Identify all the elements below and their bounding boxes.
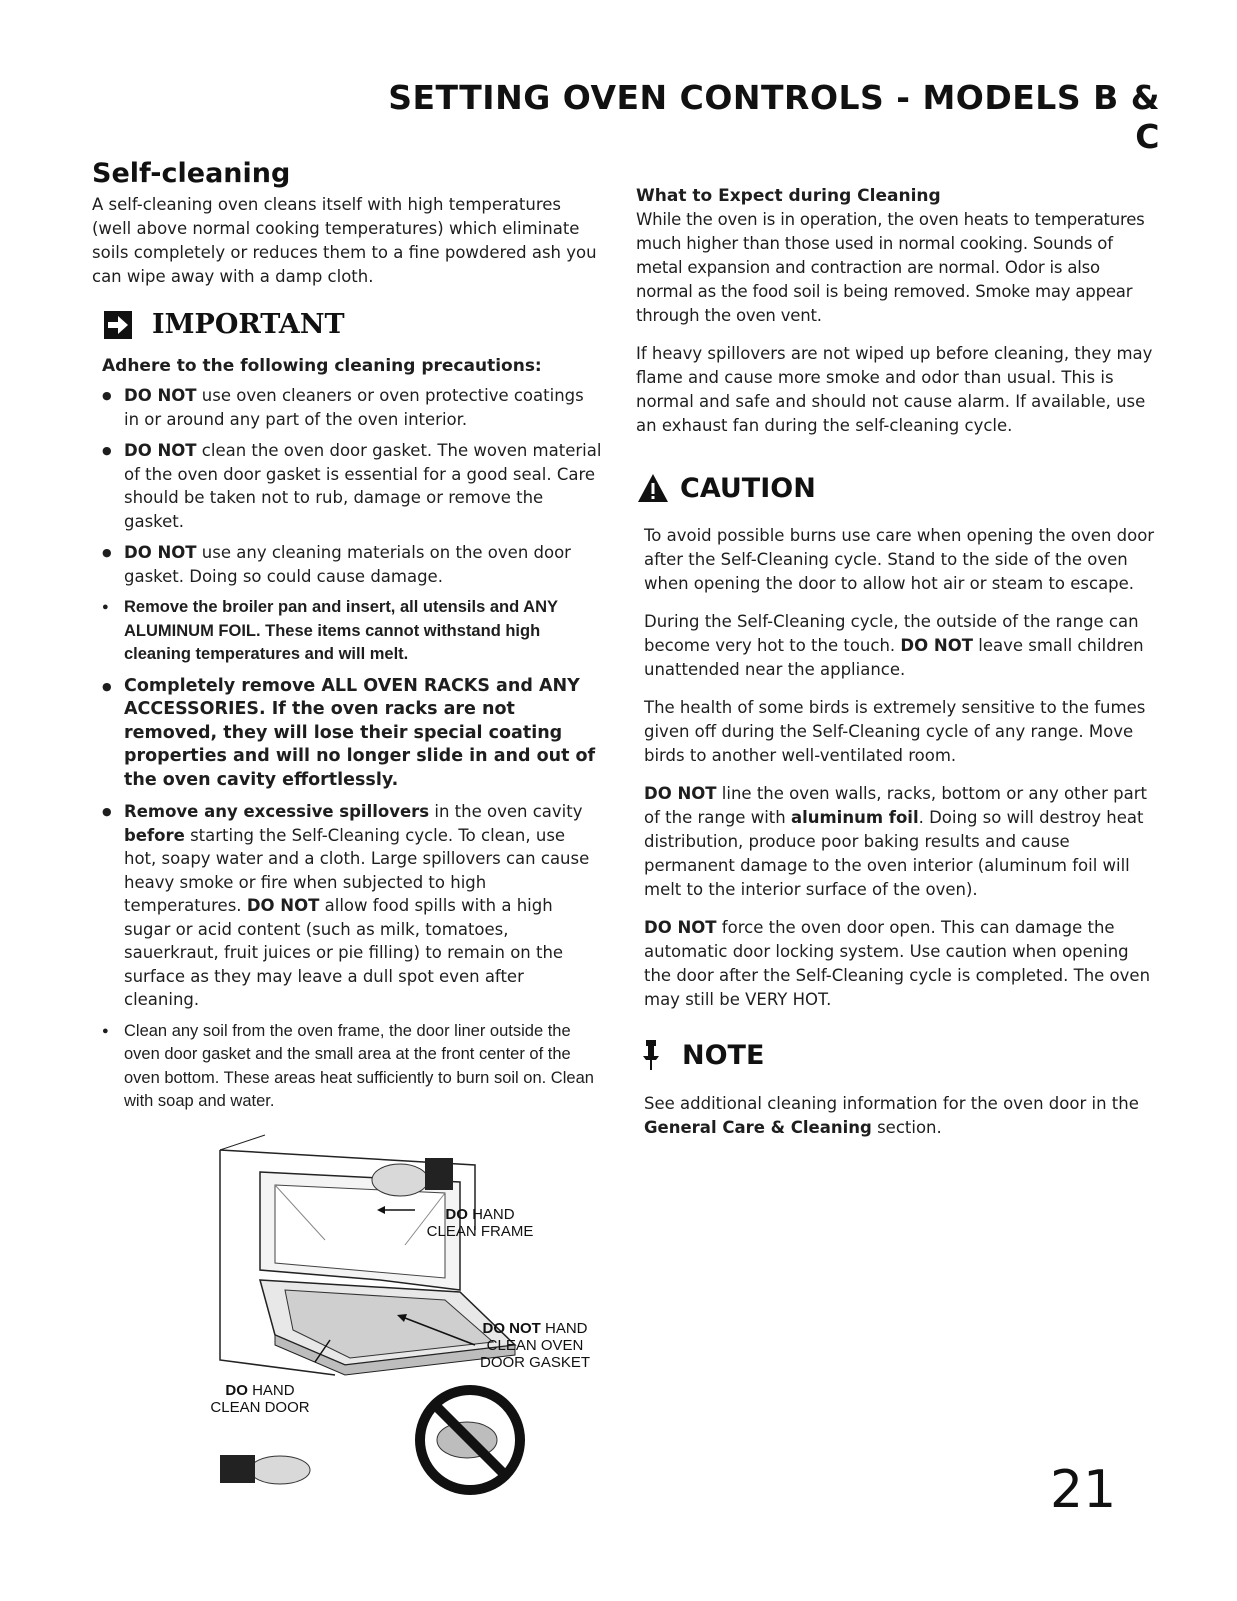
list-item: ● DO NOT use oven cleaners or oven protective coatings in or around any part of the oven interior. xyxy=(102,384,602,431)
label-frame: DO HAND CLEAN FRAME xyxy=(426,1206,534,1240)
oven-cleaning-illustration xyxy=(175,1130,605,1510)
warning-icon xyxy=(636,472,670,504)
caution-paragraph-4: DO NOT line the oven walls, racks, bottom or any other part of the range with aluminum foil. Doing so will destroy heat distribution, produce poor baking results and cause permanent damage to the oven interior (aluminum foil will melt to the interior surface of the oven). xyxy=(644,784,1147,899)
precautions-heading: Adhere to the following cleaning precautions: xyxy=(102,356,542,376)
expect-heading: What to Expect during Cleaning xyxy=(636,186,941,206)
important-heading xyxy=(104,309,602,340)
note-paragraph: See additional cleaning information for the oven door in the General Care & Cleaning section. xyxy=(644,1094,1139,1137)
caution-label: CAUTION xyxy=(680,472,816,504)
list-item: ● DO NOT clean the oven door gasket. The woven material of the oven door gasket is essential for a good seal. Care should be taken not to rub, damage or remove the gasket. xyxy=(102,439,602,533)
caution-paragraph-5: DO NOT force the oven door open. This can damage the automatic door locking system. Use caution when opening the door after the Self-Cleaning cycle is completed. The oven may still be VERY HOT. xyxy=(644,918,1151,1009)
important-label: IMPORTANT xyxy=(152,309,345,340)
caution-paragraph-1: To avoid possible burns use care when opening the oven door after the Self-Cleaning cycle. Stand to the side of the oven when opening the door to allow hot air or steam to escape. xyxy=(644,526,1155,593)
label-door: DO HAND CLEAN DOOR xyxy=(210,1382,310,1416)
caution-paragraph-2: During the Self-Cleaning cycle, the outside of the range can become very hot to the touch. DO NOT leave small children unattended near the appliance. xyxy=(644,612,1144,679)
pushpin-icon xyxy=(640,1038,664,1072)
list-item: ● DO NOT use any cleaning materials on the oven door gasket. Doing so could cause damage. xyxy=(102,541,602,588)
note-label: NOTE xyxy=(682,1039,765,1071)
list-item: ● Clean any soil from the oven frame, the door liner outside the oven door gasket and the small area at the front center of the oven bottom. These areas heat sufficiently to burn soil on. Clean with soap and water. xyxy=(102,1020,602,1114)
expect-paragraph-2: If heavy spillovers are not wiped up before cleaning, they may flame and cause more smoke and odor than usual. This is normal and safe and should not cause alarm. If available, use an exhaust fan during the self-cleaning cycle. xyxy=(636,344,1153,435)
list-item: ● Remove the broiler pan and insert, all utensils and ANY ALUMINUM FOIL. These items cannot withstand high cleaning temperatures and will melt. xyxy=(102,596,602,667)
left-column xyxy=(92,150,602,1122)
expect-paragraph-1: While the oven is in operation, the oven heats to temperatures much higher than those used in normal cooking. Sounds of metal expansion and contraction are normal. Odor is also normal as the food soil is being removed. Smoke may appear through the oven vent. xyxy=(636,210,1145,325)
caution-heading xyxy=(636,472,1156,504)
page-title: SETTING OVEN CONTROLS - MODELS B & C xyxy=(388,78,1160,156)
section-title: Self-cleaning xyxy=(92,158,291,189)
right-column xyxy=(636,186,1156,1154)
intro-paragraph: A self-cleaning oven cleans itself with high temperatures (well above normal cooking temperatures) which eliminate soils completely or reduces them to a fine powdered ash you can wipe away with a damp cloth. xyxy=(92,195,597,286)
arrow-right-icon xyxy=(104,311,132,339)
page-number: 21 xyxy=(1050,1460,1117,1520)
list-item: ● Remove any excessive spillovers in the oven cavity before starting the Self-Cleaning cycle. To clean, use hot, soapy water and a cloth. Large spillovers can cause heavy smoke or fire when subjected to high temperatures. DO NOT allow food spills with a high sugar or acid content (such as milk, tomatoes, sauerkraut, fruit juices or pie filling) to remain on the surface as they may leave a dull spot even after cleaning. xyxy=(102,800,602,1012)
precautions-list xyxy=(92,384,602,1114)
label-gasket: DO NOT HAND CLEAN OVEN DOOR GASKET xyxy=(479,1320,591,1371)
note-heading xyxy=(640,1038,1156,1072)
caution-paragraph-3: The health of some birds is extremely sensitive to the fumes given off during the Self-Cleaning cycle of any range. Move birds to another well-ventilated room. xyxy=(644,698,1146,765)
list-item: ● Completely remove ALL OVEN RACKS and ANY ACCESSORIES. If the oven racks are not removed, they will lose their special coating properties and will no longer slide in and out of the oven cavity effortlessly. xyxy=(102,675,602,793)
